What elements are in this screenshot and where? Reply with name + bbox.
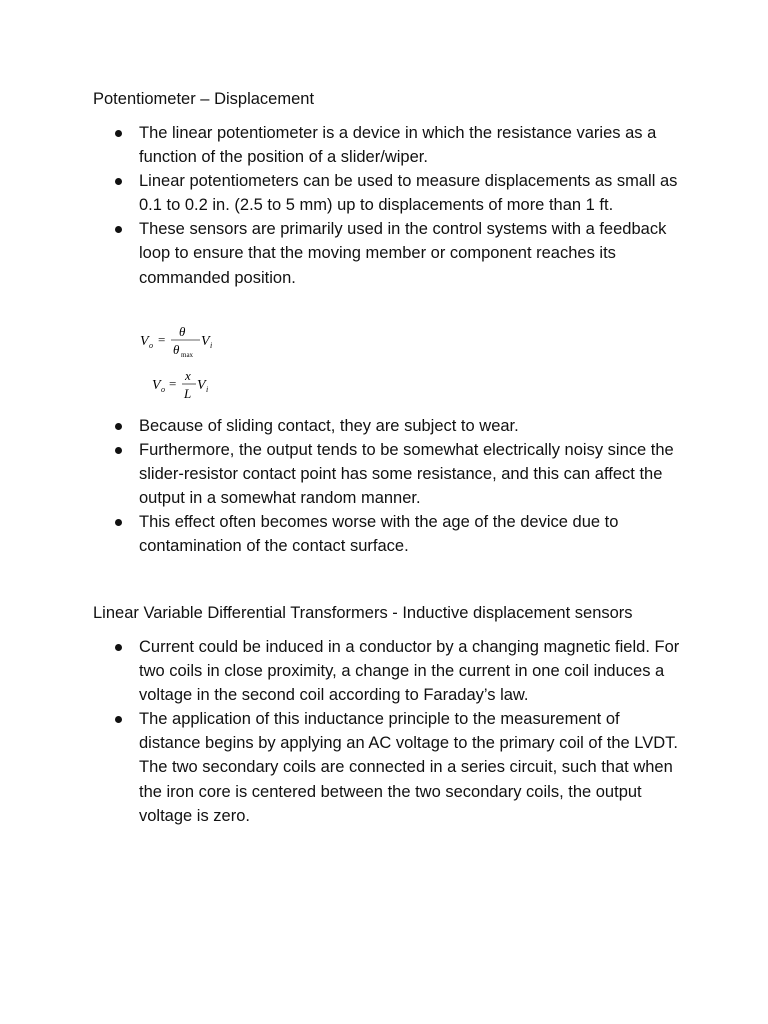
- section-heading-potentiometer: Potentiometer – Displacement: [93, 90, 315, 108]
- f2-rhs-sub: i: [206, 385, 209, 394]
- f1-numerator: θ: [179, 324, 186, 339]
- bullet-text: These sensors are primarily used in the control systems with a feedback loop to ensure that the moving member or component reaches its commanded position.: [139, 220, 667, 287]
- list-item: [0, 635, 684, 707]
- bullet-icon: [115, 447, 122, 454]
- list-item: [0, 414, 684, 438]
- f1-rhs-sub: i: [210, 341, 213, 350]
- list-item: [0, 169, 684, 217]
- potentiometer-bullet-list-b: [0, 414, 684, 559]
- bullet-text: Because of sliding contact, they are subject to wear.: [139, 417, 519, 435]
- f2-denominator: L: [184, 386, 192, 400]
- bullet-icon: [115, 130, 122, 137]
- bullet-icon: [115, 716, 122, 723]
- bullet-icon: [115, 644, 122, 651]
- lvdt-bullet-list: [0, 635, 684, 828]
- bullet-text: Linear potentiometers can be used to measure displacements as small as 0.1 to 0.2 in. (2.5 to 5 mm) up to displacements of more than 1 ft.: [139, 172, 678, 215]
- f2-lhs-sub: o: [161, 385, 165, 394]
- f1-denominator-sub: max: [181, 351, 194, 359]
- list-item: [0, 510, 684, 558]
- bullet-text: The linear potentiometer is a device in which the resistance varies as a function of the position of a slider/wiper.: [139, 124, 657, 167]
- f2-numerator: x: [185, 368, 191, 383]
- f2-equals-sign: =: [169, 376, 177, 391]
- bullet-text: This effect often becomes worse with the age of the device due to contamination of the contact surface.: [139, 513, 619, 556]
- list-item: [0, 217, 684, 289]
- bullet-text: The application of this inductance principle to the measurement of distance begins by applying an AC voltage to the primary coil of the LVDT. The two secondary coils are connected in a series circuit, such that when the iron core is centered between the two secondary coils, the output voltage is zero.: [139, 710, 678, 825]
- f1-lhs-sub: o: [149, 341, 153, 350]
- f2-rhs: V: [197, 378, 206, 393]
- f1-lhs: V: [140, 334, 149, 349]
- bullet-icon: [115, 226, 122, 233]
- bullet-icon: [115, 519, 122, 526]
- f1-denominator: θ: [173, 342, 180, 357]
- f2-lhs: V: [152, 378, 161, 393]
- bullet-icon: [115, 423, 122, 430]
- bullet-icon: [115, 178, 122, 185]
- list-item: [0, 121, 684, 169]
- list-item: [0, 707, 684, 827]
- f1-equals-sign: =: [158, 332, 166, 347]
- bullet-text: Current could be induced in a conductor by a changing magnetic field. For two coils in close proximity, a change in the current in one coil induces a voltage in the second coil according to Faraday’s law.: [139, 638, 680, 705]
- bullet-text: Furthermore, the output tends to be somewhat electrically noisy since the slider-resistor contact point has some resistance, and this can affect the output in a somewhat random manner.: [139, 441, 674, 508]
- section-heading-lvdt: Linear Variable Differential Transformers - Inductive displacement sensors: [93, 604, 633, 622]
- potentiometer-bullet-list-a: [0, 121, 684, 290]
- formula-svg: [140, 322, 230, 400]
- potentiometer-formula-image: [140, 322, 230, 400]
- list-item: [0, 438, 684, 510]
- f1-rhs: V: [201, 334, 210, 349]
